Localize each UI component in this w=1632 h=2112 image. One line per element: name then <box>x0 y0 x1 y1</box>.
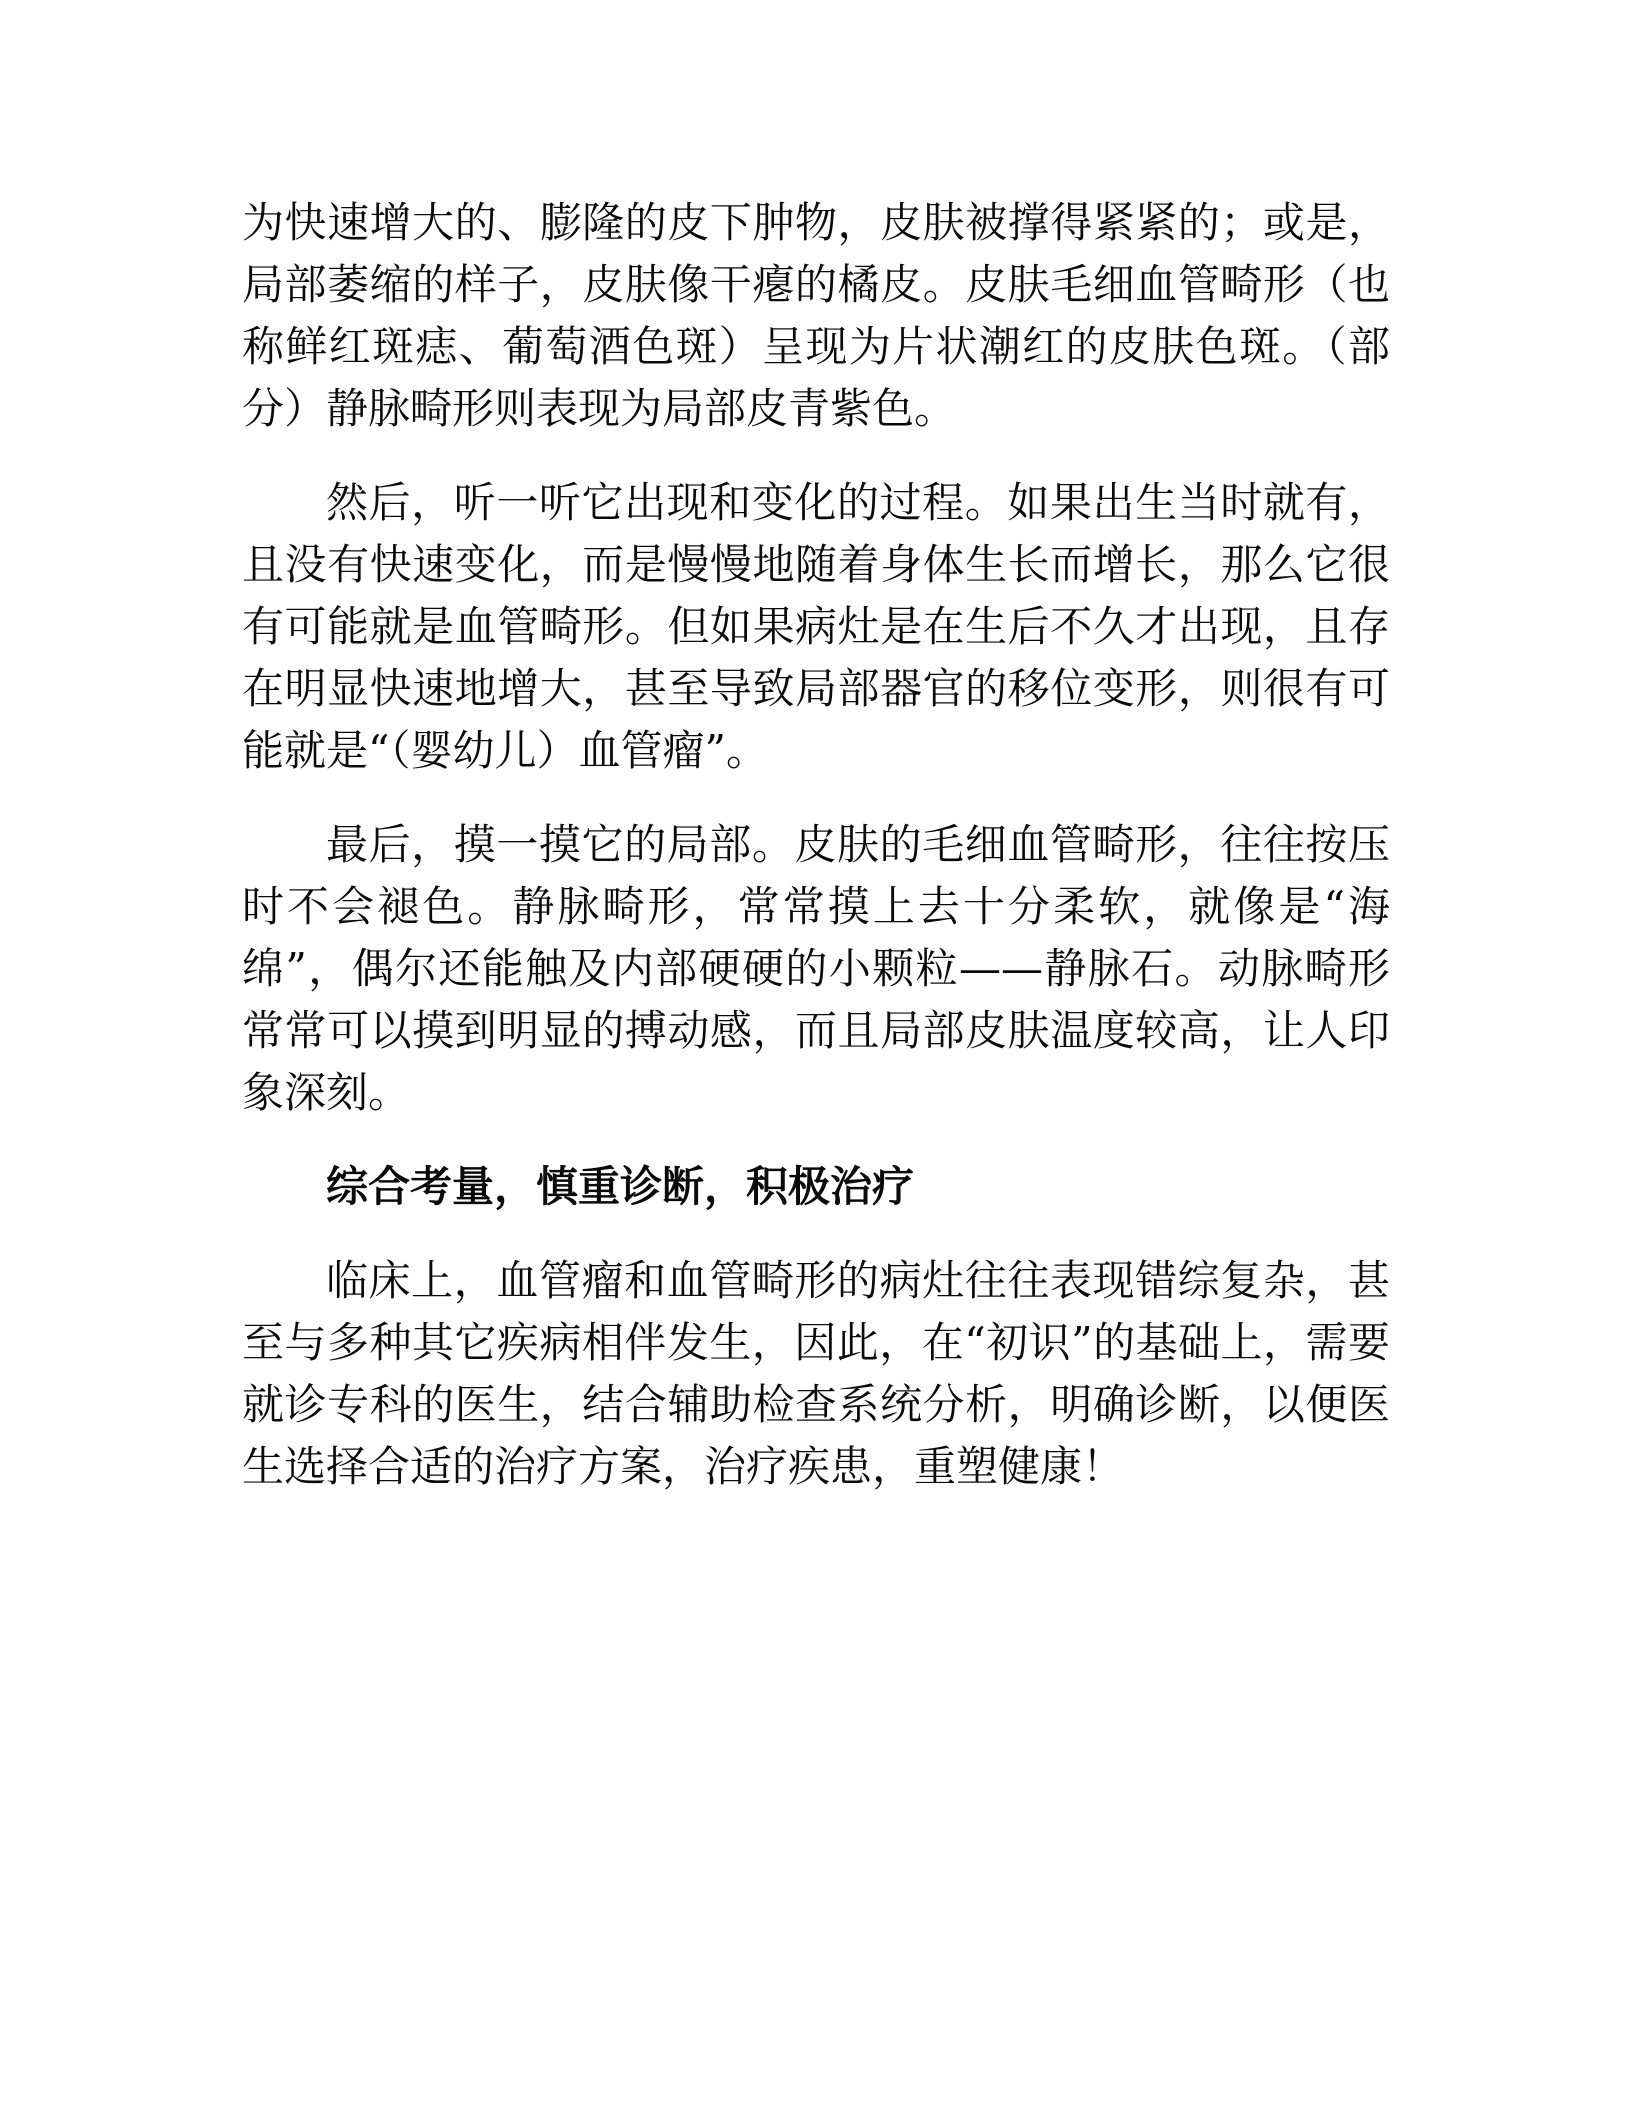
section-heading: 综合考量，慎重诊断，积极治疗 <box>326 1162 915 1211</box>
paragraph-palpation: 最后，摸一摸它的局部。皮肤的毛细血管畸形，往往按压时不会褪色。静脉畸形，常常摸上去十分柔软，就像是“海绵”，偶尔还能触及内部硬硬的小颗粒——静脉石。动脉畸形常常可以摸到明显的搏动感，而且局部皮肤温度较高，让人印象深刻。 <box>242 820 1390 1117</box>
paragraph-history: 然后，听一听它出现和变化的过程。如果出生当时就有，且没有快速变化，而是慢慢地随着身体生长而增长，那么它很有可能就是血管畸形。但如果病灶是在生后不久才出现，且存在明显快速地增大，甚至导致局部器官的移位变形，则很有可能就是“（婴幼儿）血管瘤”。 <box>242 478 1390 775</box>
paragraph-clinical-summary: 临床上，血管瘤和血管畸形的病灶往往表现错综复杂，甚至与多种其它疾病相伴发生，因此，在“初识”的基础上，需要就诊专科的医生，结合辅助检查系统分析，明确诊断，以便医生选择合适的治疗方案，治疗疾患，重塑健康！ <box>242 1256 1390 1491</box>
paragraph-skin-appearance: 为快速增大的、膨隆的皮下肿物，皮肤被撑得紧紧的；或是，局部萎缩的样子，皮肤像干瘪的橘皮。皮肤毛细血管畸形（也称鲜红斑痣、葡萄酒色斑）呈现为片状潮红的皮肤色斑。（部分）静脉畸形则表现为局部皮青紫色。 <box>242 198 1390 433</box>
